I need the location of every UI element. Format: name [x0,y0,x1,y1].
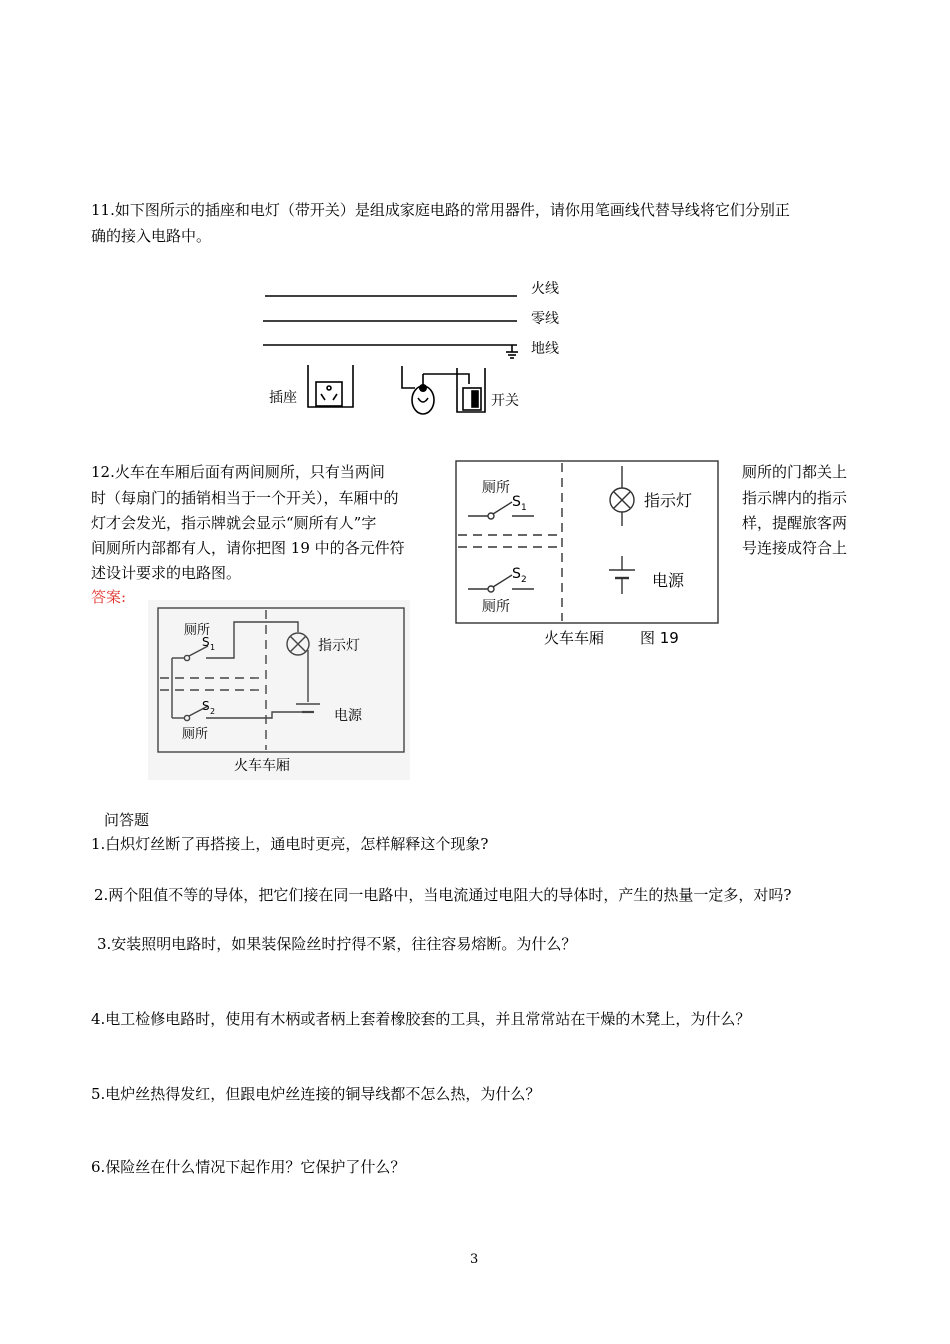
qa-item-2: 2.两个阻值不等的导体，把它们接在同一电路中，当电流通过电阻大的导体时，产生的热量一定多，对吗? [94,886,792,904]
q12-right-line4: 号连接成符合上 [742,539,848,557]
answer-s2-label: S [202,699,210,713]
qa-item-6: 6.保险丝在什么情况下起作用？它保护了什么？ [91,1158,406,1176]
answer-toilet-label-bottom: 厕所 [182,727,209,742]
answer-s2-subscript: 2 [210,707,216,716]
ground-icon [506,345,518,358]
q12-right-line2: 指示牌内的指示 [742,489,848,507]
q11-text-line2: 确的接入电路中。 [91,227,212,245]
q12-left-line5: 述设计要求的电路图。 [91,564,242,582]
page-number: 3 [470,1252,479,1267]
answer-circuit-figure [148,600,410,780]
answer-lamp-label: 指示灯 [318,638,360,654]
household-circuit-figure [255,270,575,430]
s1-label: S [512,494,521,510]
s2-label: S [512,566,521,582]
indicator-lamp-label: 指示灯 [644,491,693,510]
q12-left-line4: 间厕所内部都有人，请你把图 19 中的各元件符 [91,539,405,557]
q11-text-line1: 11.如下图所示的插座和电灯（带开关）是组成家庭电路的常用器件，请你用笔画线代替导线将它们分别正 [91,201,790,219]
q12-left-line2: 时（每扇门的插销相当于一个开关），车厢中的 [91,489,399,507]
qa-item-5: 5.电炉丝热得发红，但跟电炉丝连接的铜导线都不怎么热，为什么？ [91,1085,541,1103]
switch-label: 开关 [491,393,519,409]
answer-power-label: 电源 [334,708,362,724]
figure-number-label: 图 19 [640,629,679,647]
answer-s1-subscript: 1 [210,643,216,652]
train-toilet-figure [452,458,722,654]
answer-label: 答案: [91,588,127,606]
s1-subscript: 1 [521,503,527,513]
fire-wire-label: 火线 [531,281,559,297]
q12-left-line1: 12.火车在车厢后面有两间厕所，只有当两间 [91,463,385,481]
light-bulb-icon [402,366,469,414]
zero-wire-label: 零线 [531,311,559,327]
answer-toilet-label-top: 厕所 [184,623,211,638]
answer-carriage-label: 火车车厢 [234,758,290,774]
power-source-label: 电源 [652,571,685,590]
q12-left-line3: 灯才会发光，指示牌就会显示“厕所有人”字 [91,514,377,532]
carriage-label: 火车车厢 [544,629,605,647]
indicator-lamp-icon [610,466,634,526]
power-source-icon [609,556,635,594]
qa-item-4: 4.电工检修电路时，使用有木柄或者柄上套着橡胶套的工具，并且常常站在干燥的木凳上，为什么？ [91,1010,751,1028]
q12-right-line1: 厕所的门都关上 [742,463,848,481]
s2-subscript: 2 [521,575,527,585]
qa-item-1: 1.白炽灯丝断了再搭接上，通电时更亮，怎样解释这个现象? [91,835,489,853]
socket-icon [308,365,353,407]
qa-item-3: 3.安装照明电路时，如果装保险丝时拧得不紧，往往容易熔断。为什么？ [97,935,577,953]
answer-s1-label: S [202,635,210,649]
qa-heading: 问答题 [104,811,150,829]
ground-wire-label: 地线 [531,341,559,357]
toilet-label-top: 厕所 [482,480,510,496]
q12-right-line3: 样，提醒旅客两 [742,514,848,532]
socket-label: 插座 [269,390,297,406]
toilet-label-bottom: 厕所 [482,599,510,615]
